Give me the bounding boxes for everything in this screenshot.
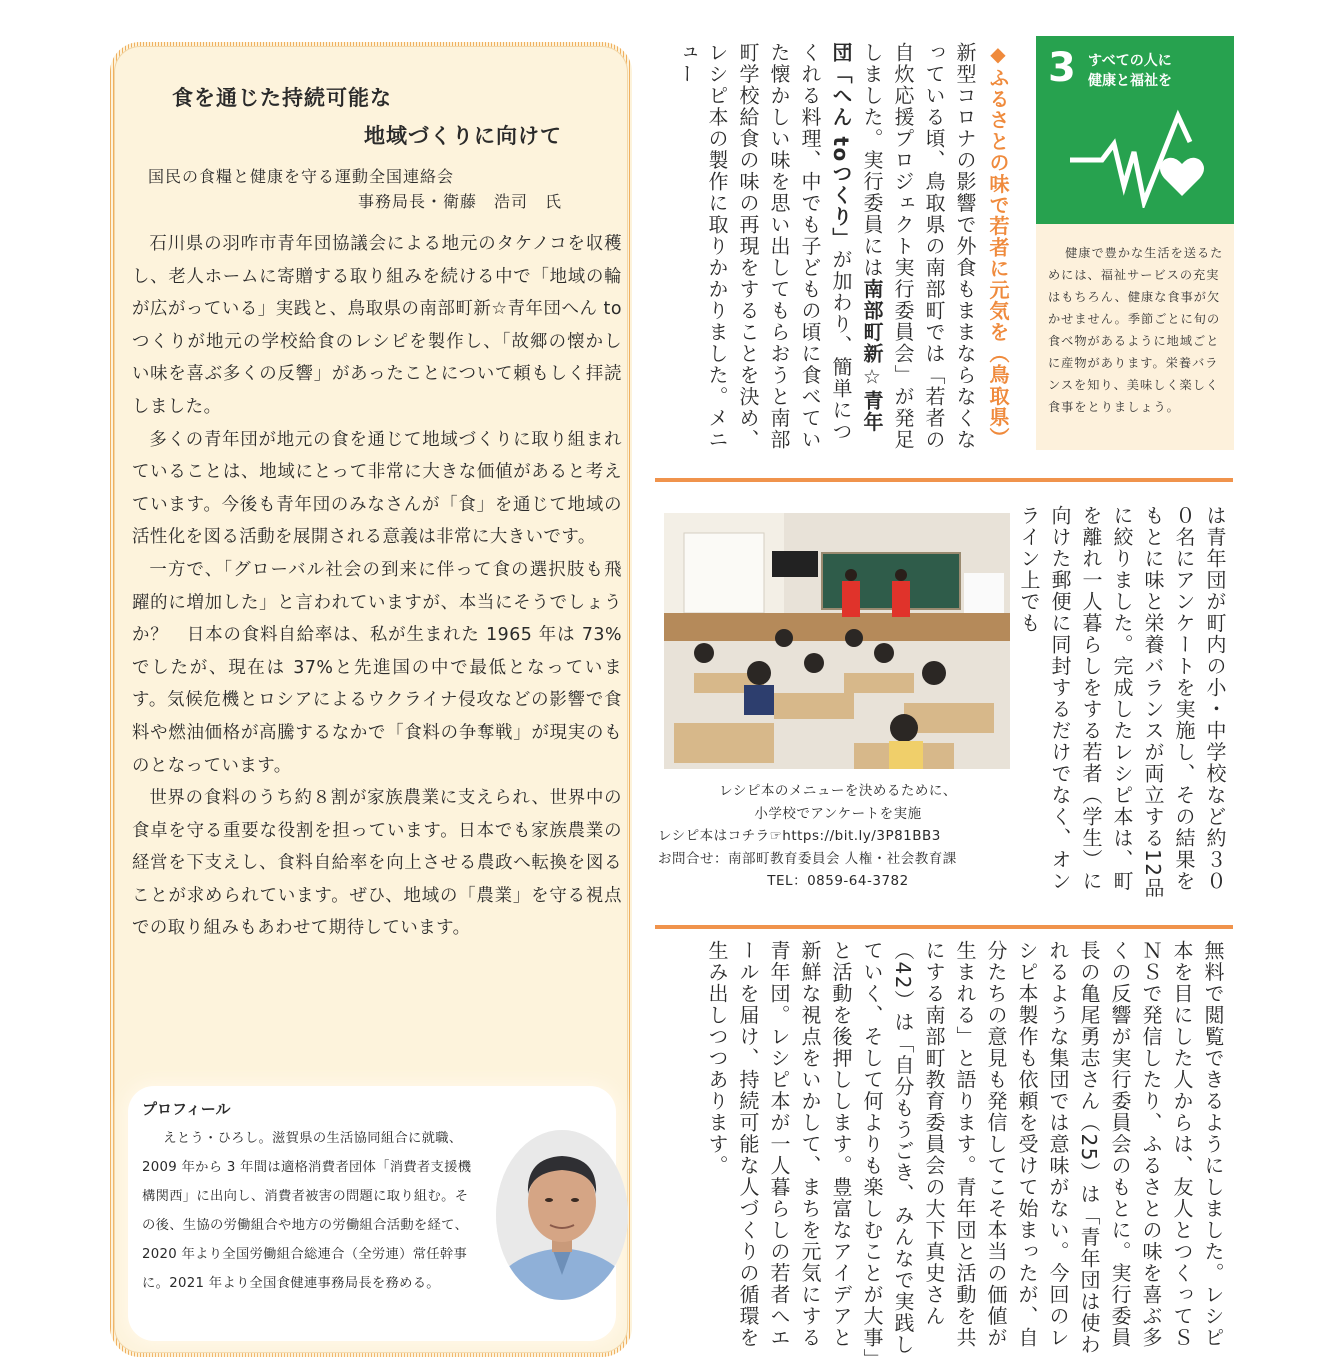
profile-heading: プロフィール bbox=[142, 1100, 231, 1118]
sdg-number: 3 bbox=[1048, 45, 1076, 91]
sdg-note bbox=[1036, 224, 1234, 450]
sdg-title-line2: 健康と福祉を bbox=[1088, 73, 1172, 89]
tottori-section-3 bbox=[658, 940, 1228, 1360]
contact-line: お問合せ：南部町教育委員会 人権・社会教育課 bbox=[658, 850, 957, 867]
recipe-link-url[interactable]: https://bit.ly/3P81BB3 bbox=[782, 828, 941, 844]
classroom-photo bbox=[664, 513, 1010, 769]
tottori-heading: ◆ふるさとの味で若者に元気を（鳥取県） bbox=[986, 42, 1010, 449]
tottori-text: は青年団が町内の小・中学校など約３００名にアンケートを実施し、その結果をもとに味と栄養バランスが両立する12品に絞りました。完成したレシピ本は、町を離れ一人暮らしをする若者（学生）に向けた郵便に同封するだけでなく、オンライン上でも bbox=[1017, 505, 1227, 899]
article-frame bbox=[110, 42, 632, 1357]
tottori-text: が加わり、簡単につくれる料理、中でも子どもの頃に食べていた懐かしい味を思い出してもらおうと南部町学校給食の味の再現をすることを決め、レシピ本の製作に取りかかりました。メニュー bbox=[674, 42, 853, 451]
group-name: 南部町新☆青年団「へん toつくり」 bbox=[829, 42, 884, 433]
recipe-link-label: レシピ本はコチラ☞ bbox=[658, 828, 783, 844]
tottori-text: 無料で閲覧できるようにしました。レシピ本を目にした人からは、友人とつくってＳＮＳで発信したり、ふるさとの味を喜ぶ多くの反響が実行委員会のもとに。実行委員長の亀尾勇志さん（25）は「青年団は使われるような集団では意味がない。今回のレシピ本製作も依頼を受けて始まったが、自分たちの意見も発信してこそ本当の価値が生まれる」と語ります。青年団と活動を共にする南部町教育委員会の大下真史さん（42）は「自分もうごき、みんなで実践していく、そして何よりも楽しむことが大事」と活動を後押しします。豊富なアイデアと新鮮な視点をいかして、まちを元気にする青年団。レシピ本が一人暮らしの若者へエールを届け、持続可能な人づくりの循環を生み出しつつあります。 bbox=[705, 940, 1225, 1360]
section-divider bbox=[655, 478, 1233, 482]
article-body bbox=[132, 228, 622, 945]
article-paragraph: 多くの青年団が地元の食を通じて地域づくりに取り組まれていることは、地域にとって非常に大きな価値があると考えています。今後も青年団のみなさんが「食」を通じて地域の活性化を図る活動を展開される意義は非常に大きいです。 bbox=[132, 429, 622, 548]
caption-line: 小学校でアンケートを実施 bbox=[754, 805, 922, 822]
profile-paragraph: えとう・ひろし。滋賀県の生活協同組合に就職、2009 年から 3 年間は適格消費者団体「消費者支援機構関西」に出向し、消費者被害の問題に取り組む。その後、生協の労働組合や地方の労働組合活動を経て、2020 年より全国労働組合総連合（全労連）常任幹事に。2021 年より全国食健連事務局長を務める。 bbox=[142, 1131, 472, 1291]
photo-caption bbox=[658, 780, 1018, 893]
profile-box bbox=[128, 1086, 616, 1341]
sdg-goal-3-tile bbox=[1036, 36, 1234, 224]
classroom-photo-icon bbox=[664, 513, 1010, 769]
article-paragraph: 世界の食料のうち約８割が家族農業に支えられ、世界中の食卓を守る重要な役割を担っています。日本でも家族農業の経営を下支えし、食料自給率を向上させる農政へ転換を図ることが求められています。ぜひ、地域の「農業」を守る視点での取り組みもあわせて期待しています。 bbox=[132, 788, 622, 939]
article-paragraph: 石川県の羽咋市青年団協議会による地元のタケノコを収穫し、老人ホームに寄贈する取り組みを続ける中で「地域の輪が広がっている」実践と、鳥取県の南部町新☆青年団へん to つくりが地元の学校給食のレシピを製作し、「故郷の懐かしい味を喜ぶ多くの反響」があったことについて頼もしく拝読しました。 bbox=[132, 234, 622, 417]
person-portrait-icon bbox=[496, 1130, 628, 1300]
caption-line: レシピ本のメニューを決めるために、 bbox=[719, 783, 957, 799]
recipe-link-row bbox=[658, 825, 1018, 848]
author-organization: 国民の食糧と健康を守る運動全国連絡会 bbox=[148, 167, 455, 186]
heartbeat-heart-icon bbox=[1066, 108, 1206, 208]
sdg-title-line1: すべての人に bbox=[1088, 53, 1172, 69]
profile-text bbox=[142, 1124, 477, 1298]
author-name: 事務局長・衛藤 浩司 氏 bbox=[358, 192, 563, 211]
tottori-text: 新型コロナの影響で外食もままならなくなっている頃、鳥取県の南部町では「若者の自炊応援プロジェクト実行委員会」が発足しました。実行委員には bbox=[860, 42, 977, 451]
tel-line: TEL：0859-64-3782 bbox=[767, 873, 909, 889]
tottori-section-1 bbox=[658, 42, 980, 452]
sdg-note-text: 健康で豊かな生活を送るためには、福祉サービスの充実はもちろん、健康な食事が欠かせません。季節ごとに旬の食べ物があるように地域ごとに産物があります。栄養バランスを知り、美味しく楽しく食事をとりましょう。 bbox=[1048, 246, 1224, 414]
tottori-section-2 bbox=[1017, 505, 1230, 905]
section-divider bbox=[655, 925, 1233, 929]
article-title-line1: 食を通じた持続可能な bbox=[172, 86, 392, 110]
article-paragraph: 一方で、「グローバル社会の到来に伴って食の選択肢も飛躍的に増加した」と言われていますが、本当にそうでしょうか？ 日本の食料自給率は、私が生まれた 1965 年は 73%でしたが、現在は 37%と先進国の中で最低となっています。気候危機とロシアによるウクライナ侵攻などの影響で食料や燃油価格が高騰するなかで「食料の争奪戦」が現実のものとなっています。 bbox=[132, 559, 622, 776]
article-title-line2: 地域づくりに向けて bbox=[364, 124, 562, 148]
author-portrait-photo bbox=[496, 1130, 628, 1300]
